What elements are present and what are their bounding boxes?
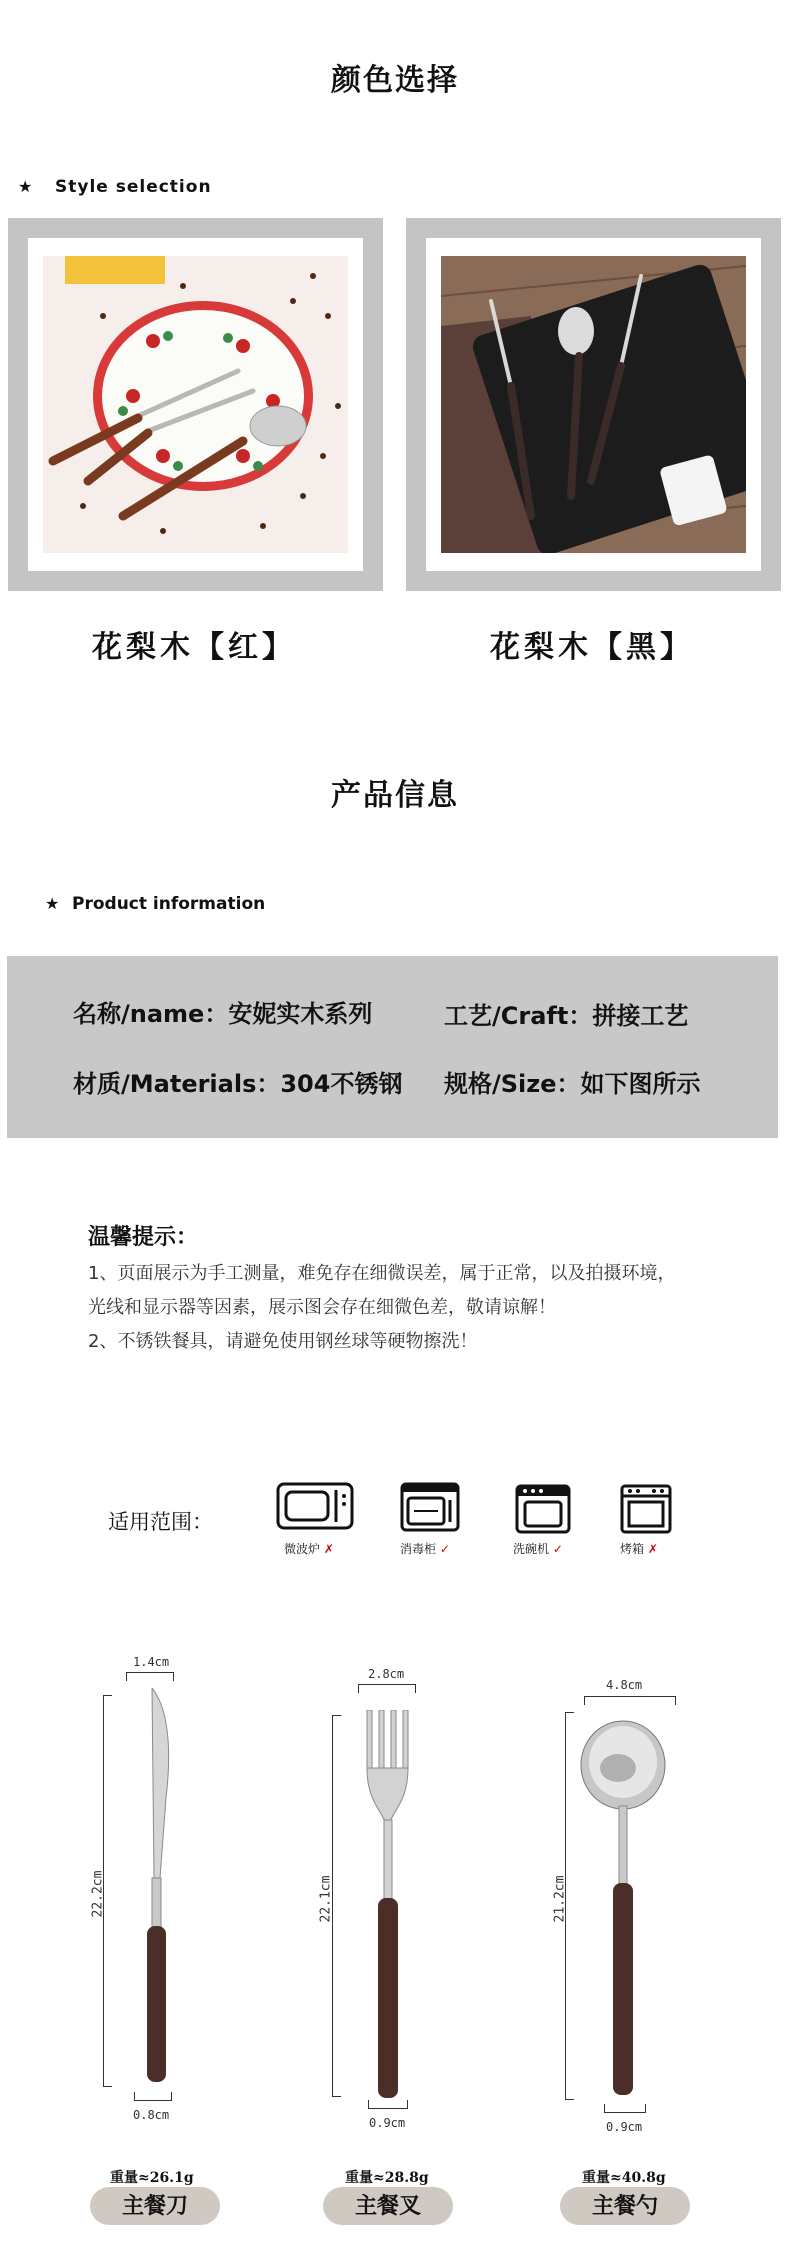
fork-bottom-dimension-line [368, 2100, 408, 2109]
spoon-top-width: 4.8cm [606, 1678, 643, 1692]
caption-black-rosewood: 花梨木【黑】 [490, 630, 694, 665]
oven-icon [620, 1482, 672, 1538]
info-craft: 工艺/Craft：拼接工艺 [444, 1002, 689, 1030]
spoon-bottom-width: 0.9cm [606, 2120, 643, 2134]
tips-title: 温馨提示： [88, 1225, 199, 1250]
spoon-name-pill: 主餐勺 [560, 2187, 690, 2225]
spoon-weight: 重量≈40.8g [582, 2170, 666, 2186]
fork-name-pill: 主餐叉 [323, 2187, 453, 2225]
caption-red-rosewood: 花梨木【红】 [92, 630, 296, 665]
knife-top-dimension-line [126, 1672, 174, 1681]
tips-line-1: 1、页面展示为手工测量，难免存在细微误差，属于正常，以及拍摄环境， [88, 1263, 676, 1284]
fork-image [360, 1710, 416, 2114]
device-label-dishwasher: 洗碗机 ✓ [513, 1542, 563, 1556]
fork-weight: 重量≈28.8g [345, 2170, 429, 2186]
spoon-top-dimension-line [584, 1696, 676, 1705]
tips-line-2: 光线和显示器等因素，展示图会存在细微色差，敬请谅解！ [88, 1297, 556, 1318]
star-icon: ★ [18, 177, 33, 196]
info-name: 名称/name：安妮实木系列 [73, 1000, 373, 1028]
black-handled-cutlery-photo [441, 256, 746, 553]
spoon-image [578, 1720, 668, 2104]
color-section-title: 颜色选择 [331, 63, 459, 98]
applicability-label: 适用范围： [108, 1510, 213, 1534]
fork-bottom-width: 0.9cm [369, 2116, 406, 2130]
tips-line-3: 2、不锈铁餐具，请避免使用钢丝球等硬物擦洗！ [88, 1331, 478, 1352]
knife-length: 22.2cm [90, 1870, 106, 1918]
knife-bottom-dimension-line [134, 2092, 172, 2101]
fork-top-dimension-line [358, 1684, 416, 1693]
sterilizer-icon [400, 1482, 460, 1536]
red-handled-cutlery-photo [43, 256, 348, 553]
device-label-oven: 烤箱 ✗ [620, 1542, 658, 1556]
product-photo-card-red[interactable] [8, 218, 383, 591]
product-section-title: 产品信息 [331, 778, 459, 813]
spoon-bottom-dimension-line [604, 2104, 646, 2113]
spoon-length: 21.2cm [552, 1875, 568, 1923]
fork-top-width: 2.8cm [368, 1667, 405, 1681]
device-label-microwave: 微波炉 ✗ [284, 1542, 334, 1556]
star-icon: ★ [45, 894, 60, 913]
product-photo-card-black[interactable] [406, 218, 781, 591]
knife-name-pill: 主餐刀 [90, 2187, 220, 2225]
knife-top-width: 1.4cm [133, 1655, 170, 1669]
fork-length: 22.1cm [318, 1875, 334, 1923]
knife-weight: 重量≈26.1g [110, 2170, 194, 2186]
product-section-subtitle: Product information [72, 894, 266, 914]
product-info-box [7, 956, 778, 1138]
knife-bottom-width: 0.8cm [133, 2108, 170, 2122]
knife-image [130, 1688, 190, 2092]
dishwasher-icon [515, 1482, 571, 1538]
color-section-subtitle: Style selection [55, 177, 212, 197]
device-label-sterilizer: 消毒柜 ✓ [400, 1542, 450, 1556]
microwave-icon [276, 1482, 354, 1536]
info-size: 规格/Size：如下图所示 [444, 1070, 701, 1098]
info-materials: 材质/Materials：304不锈钢 [73, 1070, 403, 1098]
